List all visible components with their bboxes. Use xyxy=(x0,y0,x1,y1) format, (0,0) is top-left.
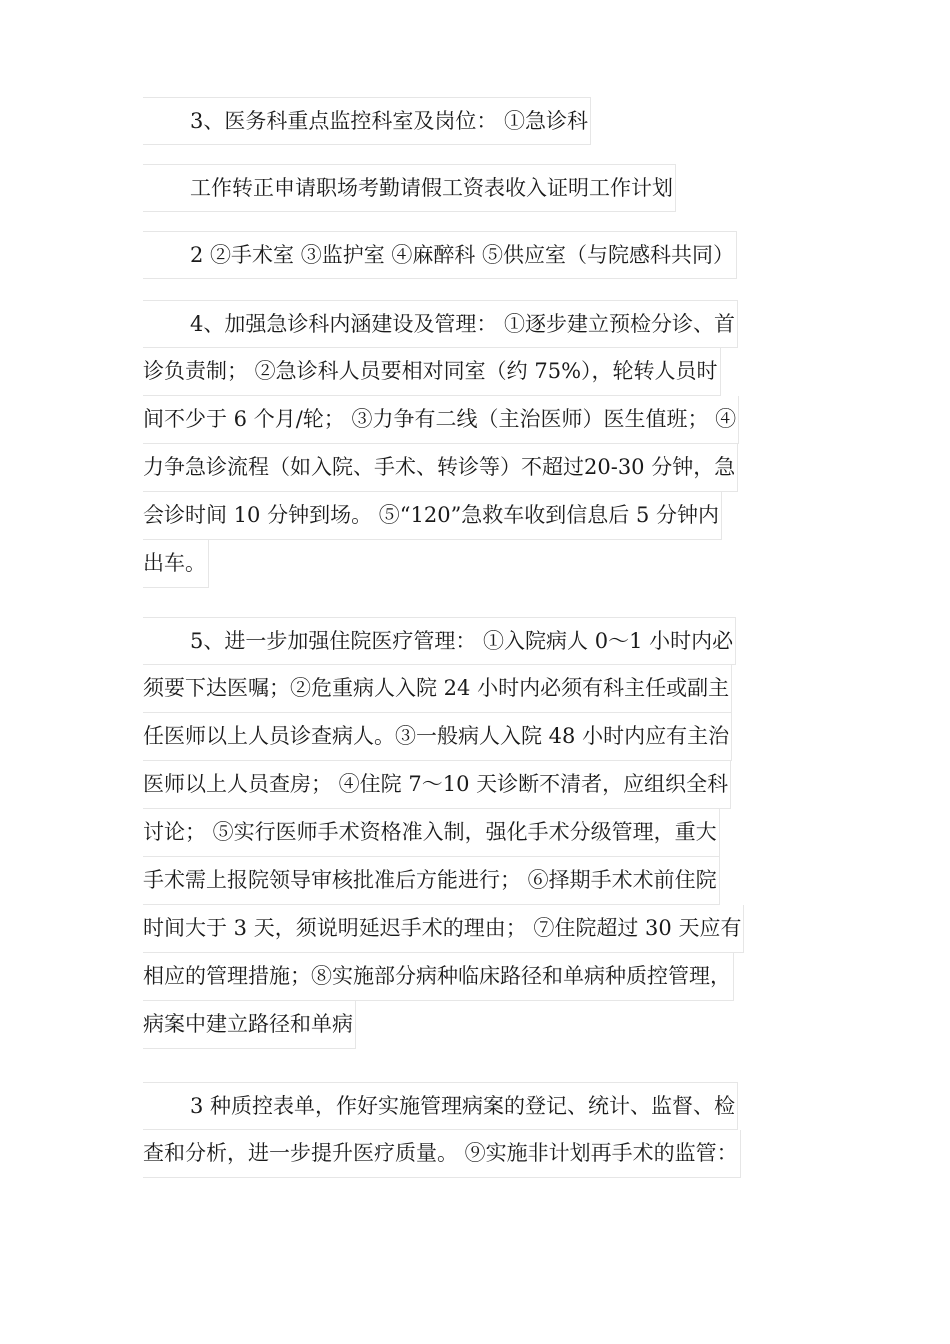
paragraph-related-links xyxy=(143,164,676,212)
text-line: 须要下达医嘱；②危重病人入院 24 小时内必须有科主任或副主 xyxy=(143,665,732,713)
text-line: 任医师以上人员诊查病人。③一般病人入院 48 小时内应有主治 xyxy=(143,713,732,761)
text-line: 2 ②手术室 ③监护室 ④麻醉科 ⑤供应室（与院感科共同） xyxy=(143,231,737,279)
text-line: 查和分析，进一步提升医疗质量。 ⑨实施非计划再手术的监管： xyxy=(143,1130,741,1178)
text-line: 力争急诊流程（如入院、手术、转诊等）不超过20-30 分钟，急 xyxy=(143,444,738,492)
text-line: 出车。 xyxy=(143,540,209,588)
paragraph-quality-control-forms xyxy=(143,1082,741,1178)
paragraph-monitored-departments xyxy=(143,97,591,145)
text-line: 相应的管理措施；⑧实施部分病种临床路径和单病种质控管理， xyxy=(143,953,734,1001)
text-line: 手术需上报院领导审核批准后方能进行； ⑥择期手术术前住院 xyxy=(143,857,720,905)
text-line: 3、医务科重点监控科室及岗位： ①急诊科 xyxy=(143,97,591,145)
text-line: 病案中建立路径和单病 xyxy=(143,1001,356,1049)
text-line: 时间大于 3 天，须说明延迟手术的理由； ⑦住院超过 30 天应有 xyxy=(143,905,744,953)
paragraph-inpatient-management xyxy=(143,617,744,1049)
text-line: 讨论； ⑤实行医师手术资格准入制，强化手术分级管理，重大 xyxy=(143,809,720,857)
paragraph-monitored-departments-continued xyxy=(143,231,737,279)
paragraph-emergency-management xyxy=(143,300,739,588)
text-line: 工作转正申请职场考勤请假工资表收入证明工作计划 xyxy=(143,164,676,212)
text-line: 医师以上人员查房； ④住院 7～10 天诊断不清者，应组织全科 xyxy=(143,761,731,809)
text-line: 诊负责制； ②急诊科人员要相对同室（约 75%），轮转人员时 xyxy=(143,348,721,396)
text-line: 会诊时间 10 分钟到场。 ⑤“120”急救车收到信息后 5 分钟内 xyxy=(143,492,722,540)
text-line: 4、加强急诊科内涵建设及管理： ①逐步建立预检分诊、首 xyxy=(143,300,738,348)
text-line: 间不少于 6 个月/轮； ③力争有二线（主治医师）医生值班； ④ xyxy=(143,396,739,444)
text-line: 3 种质控表单，作好实施管理病案的登记、统计、监督、检 xyxy=(143,1082,738,1130)
text-line: 5、进一步加强住院医疗管理： ①入院病人 0～1 小时内必 xyxy=(143,617,736,665)
